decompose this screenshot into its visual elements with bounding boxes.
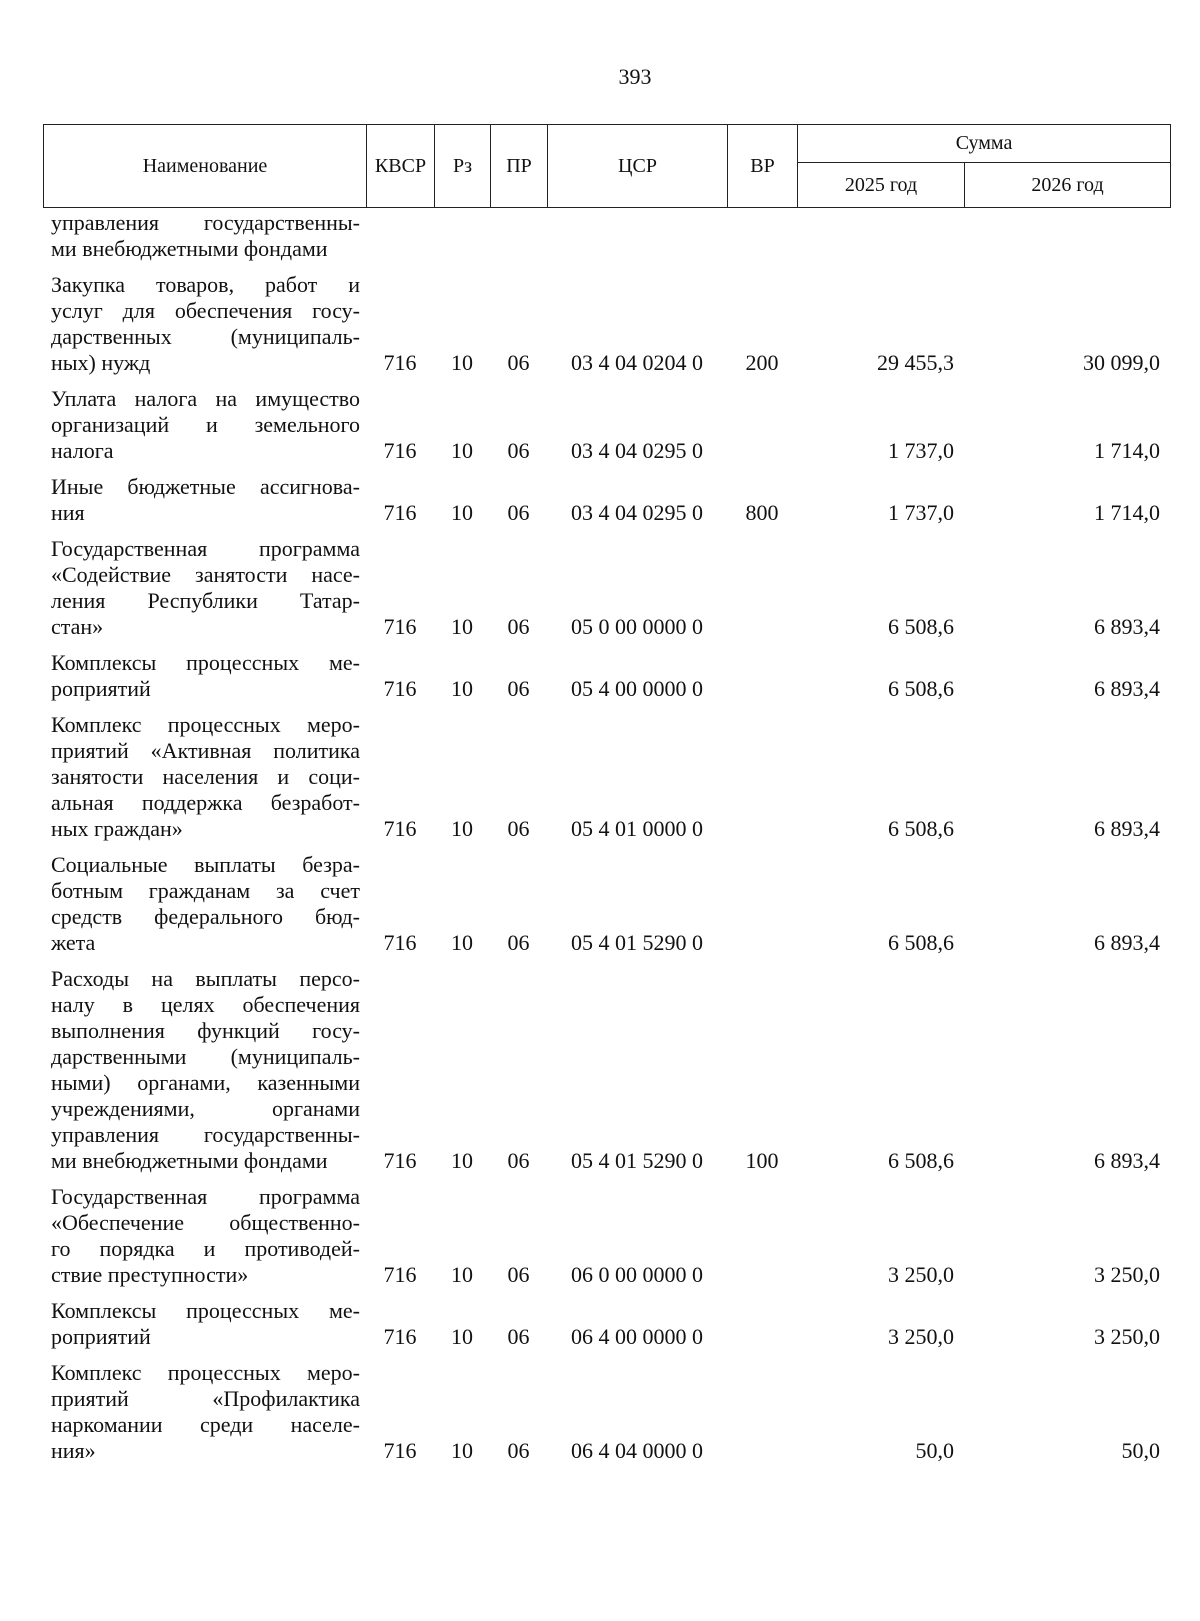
row-vr (727, 210, 797, 272)
row-name-line: Комплекс процессных меро- (51, 1360, 360, 1385)
row-name-line: Комплекс процессных меро- (51, 712, 360, 737)
row-amount-2025 (797, 210, 964, 272)
row-name-line: средств федерального бюд- (51, 904, 360, 929)
row-name-line: дарственных (муниципаль- (51, 324, 360, 349)
row-name-line: ными) органами, казенными (51, 1070, 360, 1095)
row-amount-2025: 6 508,6 (888, 930, 954, 955)
row-name-line: ных) нужд (51, 350, 151, 375)
row-amount-2026: 3 250,0 (1094, 1262, 1160, 1287)
page-number: 393 (618, 64, 652, 89)
table-row (43, 712, 1170, 852)
row-csr: 03 4 04 0204 0 (571, 350, 703, 375)
row-vr (727, 386, 797, 474)
row-name (43, 966, 366, 1184)
row-amount-2026: 6 893,4 (1094, 816, 1160, 841)
row-name-line: «Обеспечение общественно- (51, 1210, 360, 1235)
row-kvsr: 716 (383, 438, 417, 463)
row-vr (727, 1184, 797, 1298)
row-amount-2026: 6 893,4 (1094, 930, 1160, 955)
row-name-line: ления Республики Татар- (51, 588, 360, 613)
row-kvsr (366, 210, 434, 272)
row-name-line: альная поддержка безработ- (51, 790, 360, 815)
header-kvsr: КВСР (367, 125, 435, 208)
row-name-line: Иные бюджетные ассигнова- (51, 474, 360, 499)
row-csr: 03 4 04 0295 0 (571, 438, 703, 463)
row-rz: 10 (451, 676, 473, 701)
row-vr (727, 1298, 797, 1360)
header-sum: Сумма (798, 125, 1171, 163)
row-amount-2026: 1 714,0 (1094, 438, 1160, 463)
row-name-line: Расходы на выплаты персо- (51, 966, 360, 991)
row-rz: 10 (451, 816, 473, 841)
row-name-line: Социальные выплаты безра- (51, 852, 360, 877)
row-name (43, 474, 366, 536)
row-name-line: дарственными (муниципаль- (51, 1044, 360, 1069)
row-amount-2026: 3 250,0 (1094, 1324, 1160, 1349)
row-vr (727, 712, 797, 852)
row-name (43, 852, 366, 966)
row-pr: 06 (507, 1148, 530, 1173)
table-row (43, 1360, 1170, 1474)
row-amount-2025: 3 250,0 (888, 1262, 954, 1287)
header-name: Наименование (44, 125, 367, 208)
row-name (43, 536, 366, 650)
row-vr: 200 (745, 350, 779, 375)
row-amount-2025: 6 508,6 (888, 614, 954, 639)
row-name-line: управления государственны- (51, 1122, 360, 1147)
table-row (43, 386, 1170, 474)
row-name-line: Закупка товаров, работ и (51, 272, 360, 297)
row-csr: 05 4 01 5290 0 (571, 930, 703, 955)
row-pr: 06 (507, 816, 530, 841)
table-row (43, 474, 1170, 536)
row-name-line: наркомании среди населе- (51, 1412, 360, 1437)
row-rz: 10 (451, 1262, 473, 1287)
row-name-line: роприятий (51, 1324, 151, 1349)
row-amount-2026: 1 714,0 (1094, 500, 1160, 525)
row-kvsr: 716 (383, 1262, 417, 1287)
row-vr (727, 536, 797, 650)
row-vr (727, 650, 797, 712)
row-name-line: Государственная программа (51, 1184, 360, 1209)
row-kvsr: 716 (383, 676, 417, 701)
row-pr: 06 (507, 614, 530, 639)
row-name-line: налу в целях обеспечения (51, 992, 360, 1017)
row-kvsr: 716 (383, 930, 417, 955)
row-vr (727, 852, 797, 966)
budget-table-body (43, 210, 1170, 1474)
row-rz: 10 (451, 1324, 473, 1349)
row-csr: 06 4 00 0000 0 (571, 1324, 703, 1349)
row-name-line: занятости населения и соци- (51, 764, 360, 789)
row-kvsr: 716 (383, 614, 417, 639)
row-name (43, 650, 366, 712)
row-amount-2026 (964, 210, 1170, 272)
table-row (43, 536, 1170, 650)
row-name-line: ми внебюджетными фондами (51, 236, 328, 261)
row-name-line: приятий «Профилактика (51, 1386, 360, 1411)
row-csr: 05 4 00 0000 0 (571, 676, 703, 701)
row-amount-2025: 1 737,0 (888, 438, 954, 463)
row-pr: 06 (507, 1262, 530, 1287)
row-pr: 06 (507, 1438, 530, 1463)
row-kvsr: 716 (383, 1148, 417, 1173)
header-csr: ЦСР (548, 125, 728, 208)
row-amount-2025: 3 250,0 (888, 1324, 954, 1349)
row-name-line: приятий «Активная политика (51, 738, 360, 763)
row-name-line: жета (51, 930, 96, 955)
row-rz: 10 (451, 1438, 473, 1463)
table-row (43, 966, 1170, 1184)
row-pr: 06 (507, 676, 530, 701)
row-amount-2026: 6 893,4 (1094, 614, 1160, 639)
row-kvsr: 716 (383, 500, 417, 525)
row-name-line: «Содействие занятости насе- (51, 562, 360, 587)
row-csr: 06 0 00 0000 0 (571, 1262, 703, 1287)
row-vr: 100 (745, 1148, 779, 1173)
row-name-line: услуг для обеспечения госу- (51, 298, 360, 323)
row-name-line: ботным гражданам за счет (51, 878, 360, 903)
row-amount-2026: 6 893,4 (1094, 676, 1160, 701)
row-name (43, 712, 366, 852)
row-name-line: ния (51, 500, 85, 525)
row-csr: 05 4 01 5290 0 (571, 1148, 703, 1173)
row-name (43, 1184, 366, 1298)
row-name-line: стан» (51, 614, 104, 639)
row-name-line: организаций и земельного (51, 412, 360, 437)
header-rz: Рз (435, 125, 491, 208)
row-name (43, 1360, 366, 1474)
row-vr: 800 (745, 500, 779, 525)
row-name-line: го порядка и противодей- (51, 1236, 360, 1261)
row-amount-2026: 6 893,4 (1094, 1148, 1160, 1173)
row-kvsr: 716 (383, 1438, 417, 1463)
row-name (43, 210, 366, 272)
row-name-line: управления государственны- (51, 210, 360, 235)
row-rz (434, 210, 490, 272)
table-row (43, 272, 1170, 386)
row-name (43, 272, 366, 386)
row-amount-2025: 6 508,6 (888, 676, 954, 701)
row-csr (547, 210, 727, 272)
table-row (43, 1298, 1170, 1360)
row-name-line: налога (51, 438, 114, 463)
row-name-line: роприятий (51, 676, 151, 701)
table-row (43, 650, 1170, 712)
row-rz: 10 (451, 930, 473, 955)
row-kvsr: 716 (383, 1324, 417, 1349)
row-pr: 06 (507, 350, 530, 375)
row-name-line: Комплексы процессных ме- (51, 1298, 360, 1323)
row-pr: 06 (507, 438, 530, 463)
row-pr: 06 (507, 500, 530, 525)
row-name-line: Комплексы процессных ме- (51, 650, 360, 675)
row-pr: 06 (507, 1324, 530, 1349)
row-name-line: ных граждан» (51, 816, 183, 841)
row-amount-2026: 50,0 (1121, 1438, 1160, 1463)
table-row (43, 210, 1170, 272)
row-pr (490, 210, 547, 272)
table-row (43, 1184, 1170, 1298)
row-pr: 06 (507, 930, 530, 955)
header-vr: ВР (728, 125, 798, 208)
row-name-line: Государственная программа (51, 536, 360, 561)
row-amount-2025: 29 455,3 (877, 350, 954, 375)
header-pr: ПР (491, 125, 548, 208)
row-csr: 06 4 04 0000 0 (571, 1438, 703, 1463)
row-amount-2026: 30 099,0 (1083, 350, 1160, 375)
row-rz: 10 (451, 1148, 473, 1173)
row-amount-2025: 1 737,0 (888, 500, 954, 525)
row-csr: 05 0 00 0000 0 (571, 614, 703, 639)
row-name-line: ми внебюджетными фондами (51, 1148, 328, 1173)
row-rz: 10 (451, 350, 473, 375)
row-amount-2025: 6 508,6 (888, 1148, 954, 1173)
row-name-line: Уплата налога на имущество (51, 386, 360, 411)
row-name-line: выполнения функций госу- (51, 1018, 360, 1043)
header-year-2025: 2025 год (798, 163, 965, 208)
row-rz: 10 (451, 614, 473, 639)
row-name-line: ния» (51, 1438, 96, 1463)
row-amount-2025: 50,0 (915, 1438, 954, 1463)
row-rz: 10 (451, 500, 473, 525)
row-name (43, 386, 366, 474)
row-vr (727, 1360, 797, 1474)
row-kvsr: 716 (383, 350, 417, 375)
table-row (43, 852, 1170, 966)
row-name-line: ствие преступности» (51, 1262, 249, 1287)
row-csr: 03 4 04 0295 0 (571, 500, 703, 525)
row-name (43, 1298, 366, 1360)
row-amount-2025: 6 508,6 (888, 816, 954, 841)
row-rz: 10 (451, 438, 473, 463)
row-name-line: учреждениями, органами (51, 1096, 360, 1121)
header-year-2026: 2026 год (965, 163, 1171, 208)
row-csr: 05 4 01 0000 0 (571, 816, 703, 841)
table-header (43, 124, 1171, 208)
row-kvsr: 716 (383, 816, 417, 841)
